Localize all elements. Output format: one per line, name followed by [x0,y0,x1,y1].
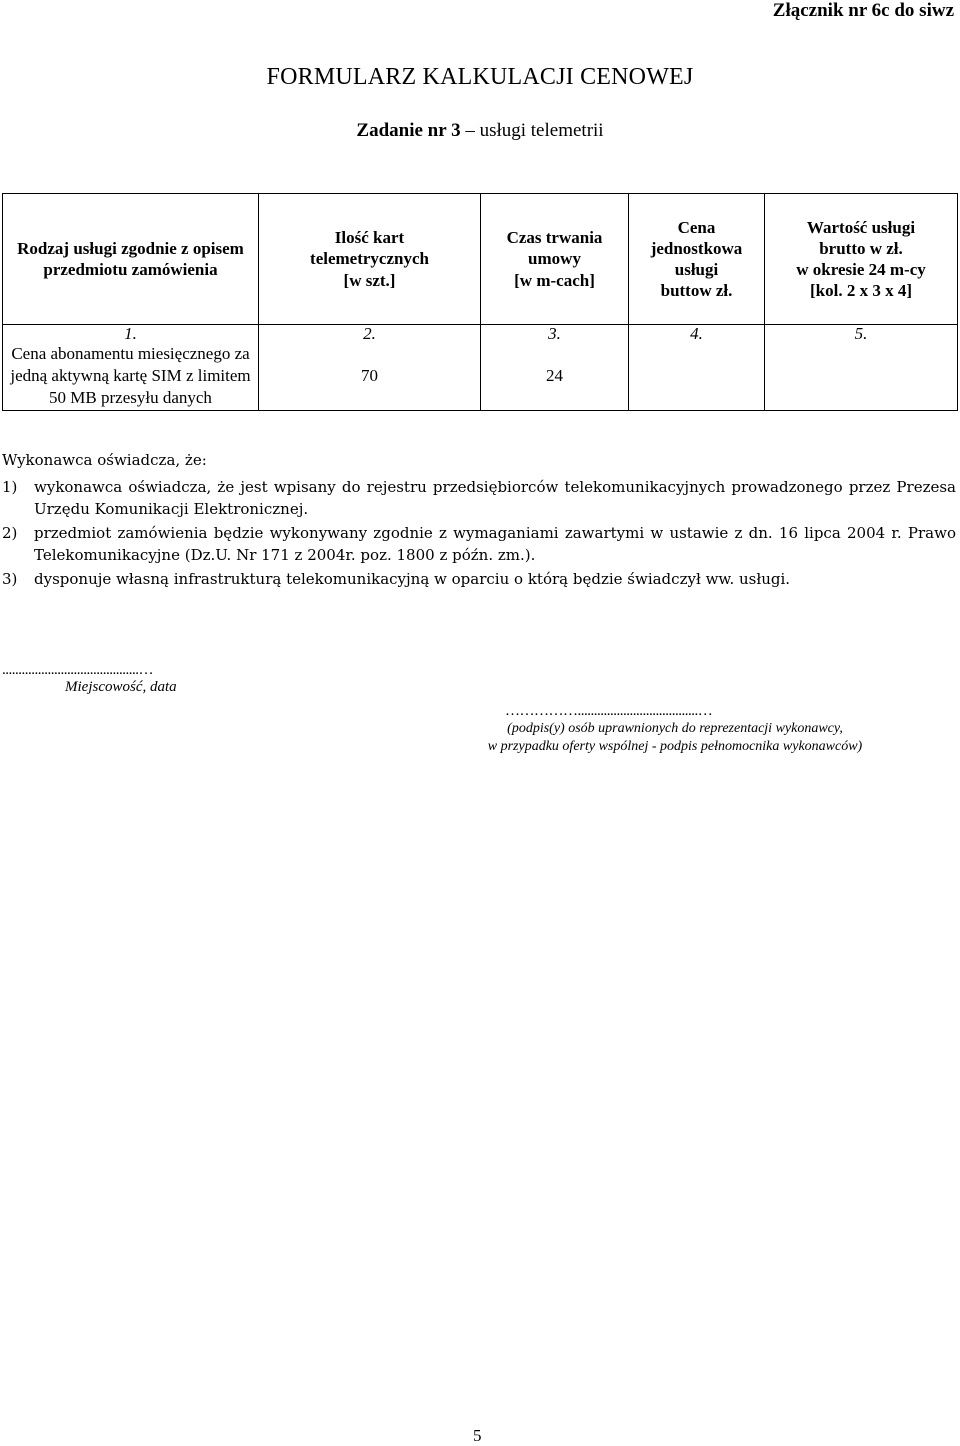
header-line: w okresie 24 m-cy [796,260,926,279]
item-text: dysponuje własną infrastrukturą telekomunikacyjną w oparciu o którą będzie świadczył ww. usługi. [34,570,791,588]
list-item [2,568,956,590]
card-count-cell: 70 [259,342,481,411]
column-number-row [3,325,958,343]
column-number: 1. [3,325,259,343]
column-number: 4. [629,325,765,343]
header-unit-price [629,194,765,325]
item-number: 1) [2,478,18,496]
service-line: Cena abonamentu miesięcznego za [11,343,250,363]
place-date-field[interactable]: ..........................................… [2,662,153,678]
column-number: 2. [259,325,481,343]
item-number: 3) [2,570,18,588]
header-line: Rodzaj usługi zgodnie z opisem [17,238,244,258]
task-number: Zadanie nr 3 [356,120,461,141]
item-text: przedmiot zamówienia będzie wykonywany zgodnie z wymaganiami zawartymi w ustawie z dn. 16 lipca 2004 r. Prawo Telekomunikacyjne (Dz.U. Nr 171 z 2004r. poz. 1800 z późn. zm.). [34,524,956,564]
list-item [2,522,956,566]
item-text: wykonawca oświadcza, że jest wpisany do rejestru przedsiębiorców telekomunikacyjnych prowadzonego przez Prezesa Urzędu Komunikacji Elektronicznej. [34,478,956,518]
service-description-cell [3,342,259,411]
header-line: telemetrycznych [310,249,429,269]
table-header-row [3,194,958,325]
price-calculation-table [2,193,958,411]
signature-label-line: (podpis(y) osób uprawnionych do reprezentacji wykonawcy, [507,721,843,736]
form-title: FORMULARZ KALKULACJI CENOWEJ [266,64,694,90]
duration-cell: 24 [481,342,629,411]
header-line: jednostkowa [650,238,743,258]
signature-label [460,720,890,756]
header-contract-duration [481,194,629,325]
header-line: Czas trwania [506,228,603,248]
header-line: usługi [674,260,719,279]
column-number: 3. [481,325,629,343]
header-line: [w m-cach] [514,270,595,290]
attachment-label: Złącznik nr 6c do siwz [772,0,954,21]
header-line: Wartość usługi [806,217,916,237]
header-card-count [259,194,481,325]
service-line: 50 MB przesyłu danych [49,388,212,408]
header-line: Ilość kart [334,228,405,248]
unit-price-cell[interactable] [629,342,765,411]
header-total-value [765,194,958,325]
list-item [2,476,956,520]
item-number: 2) [2,524,18,542]
table-row [3,342,958,411]
task-subtitle [0,120,960,142]
header-service-type [3,194,259,325]
header-line: buttow zł. [660,281,733,301]
header-line: brutto w zł. [819,238,903,258]
contractor-declaration [2,449,956,592]
signature-label-line: w przypadku oferty wspólnej - podpis pełnomocnika wykonawców) [487,739,863,754]
service-line: jedną aktywną kartę SIM z limitem [10,365,251,385]
header-line: [w szt.] [343,270,396,290]
total-value-cell[interactable] [765,342,958,411]
page-number: 5 [473,1426,482,1445]
header-line: umowy [528,249,581,269]
header-line: Cena [677,217,716,237]
declaration-intro: Wykonawca oświadcza, że: [2,451,207,469]
header-line: przedmiotu zamówienia [43,260,218,279]
signature-field[interactable]: …………….....................................… [505,703,713,719]
header-line: [kol. 2 x 3 x 4] [810,281,912,301]
column-number: 5. [765,325,958,343]
place-date-label: Miejscowość, data [65,679,177,695]
task-description: – usługi telemetrii [460,120,604,141]
